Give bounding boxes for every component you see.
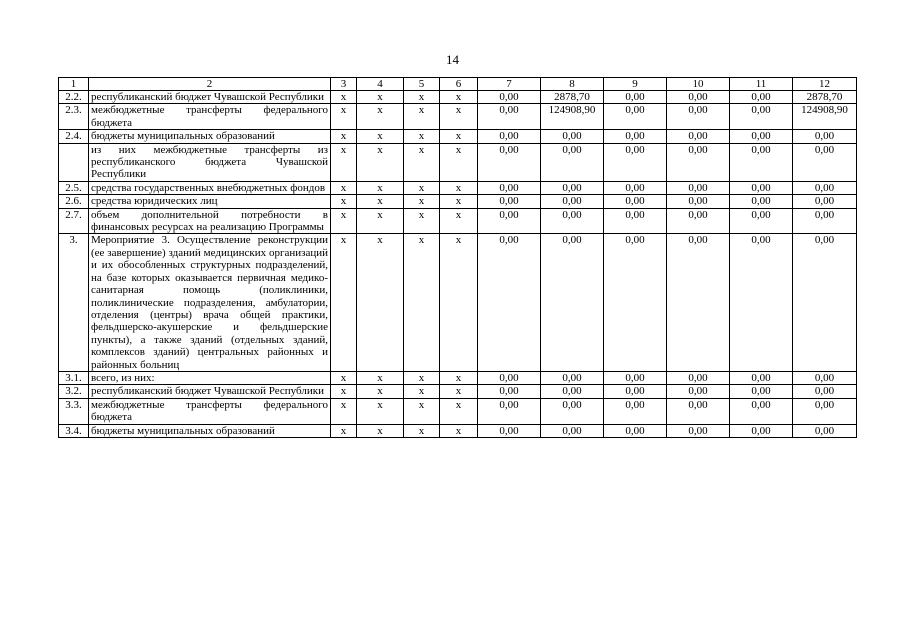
- value-cell: 124908,90: [541, 104, 604, 130]
- row-number-cell: [59, 143, 89, 181]
- column-header: 7: [478, 78, 541, 91]
- x-mark-cell: x: [331, 371, 357, 384]
- x-mark-cell: x: [440, 371, 478, 384]
- row-number-cell: 3.4.: [59, 424, 89, 437]
- table-row: [59, 104, 857, 130]
- value-cell: 0,00: [667, 143, 730, 181]
- x-mark-cell: x: [357, 208, 404, 234]
- x-mark-cell: x: [331, 181, 357, 194]
- row-name-cell: из них межбюджетные трансферты из республиканского бюджета Чувашской Республики: [89, 143, 331, 181]
- value-cell: 0,00: [667, 104, 730, 130]
- x-mark-cell: x: [331, 104, 357, 130]
- value-cell: 0,00: [793, 234, 857, 371]
- column-header: 6: [440, 78, 478, 91]
- row-number-cell: 2.2.: [59, 91, 89, 104]
- x-mark-cell: x: [404, 385, 440, 398]
- row-name-cell: республиканский бюджет Чувашской Республики: [89, 385, 331, 398]
- row-number-cell: 3.3.: [59, 398, 89, 424]
- x-mark-cell: x: [404, 208, 440, 234]
- value-cell: 2878,70: [541, 91, 604, 104]
- table-row: [59, 385, 857, 398]
- table-row: [59, 208, 857, 234]
- x-mark-cell: x: [404, 130, 440, 143]
- value-cell: 0,00: [478, 91, 541, 104]
- value-cell: 0,00: [478, 424, 541, 437]
- value-cell: 0,00: [478, 208, 541, 234]
- x-mark-cell: x: [331, 91, 357, 104]
- value-cell: 0,00: [604, 424, 667, 437]
- row-name-cell: объем дополнительной потребности в финансовых ресурсах на реализацию Программы: [89, 208, 331, 234]
- value-cell: 0,00: [793, 143, 857, 181]
- row-number-cell: 2.4.: [59, 130, 89, 143]
- x-mark-cell: x: [357, 91, 404, 104]
- budget-table: [58, 77, 857, 438]
- value-cell: 0,00: [541, 181, 604, 194]
- value-cell: 0,00: [541, 424, 604, 437]
- value-cell: 0,00: [667, 130, 730, 143]
- value-cell: 0,00: [541, 143, 604, 181]
- value-cell: 0,00: [478, 143, 541, 181]
- value-cell: 0,00: [541, 130, 604, 143]
- x-mark-cell: x: [331, 195, 357, 208]
- value-cell: 0,00: [604, 143, 667, 181]
- row-number-cell: 2.6.: [59, 195, 89, 208]
- x-mark-cell: x: [440, 130, 478, 143]
- column-header: 4: [357, 78, 404, 91]
- x-mark-cell: x: [331, 385, 357, 398]
- value-cell: 0,00: [730, 371, 793, 384]
- x-mark-cell: x: [357, 104, 404, 130]
- value-cell: 0,00: [604, 195, 667, 208]
- x-mark-cell: x: [331, 208, 357, 234]
- value-cell: 0,00: [478, 181, 541, 194]
- x-mark-cell: x: [357, 398, 404, 424]
- value-cell: 0,00: [667, 208, 730, 234]
- table-row: [59, 91, 857, 104]
- row-name-cell: бюджеты муниципальных образований: [89, 130, 331, 143]
- row-name-cell: межбюджетные трансферты федерального бюджета: [89, 398, 331, 424]
- x-mark-cell: x: [404, 104, 440, 130]
- x-mark-cell: x: [331, 143, 357, 181]
- row-number-cell: 3.2.: [59, 385, 89, 398]
- value-cell: 0,00: [730, 130, 793, 143]
- value-cell: 0,00: [541, 398, 604, 424]
- x-mark-cell: x: [440, 104, 478, 130]
- x-mark-cell: x: [357, 181, 404, 194]
- value-cell: 0,00: [730, 195, 793, 208]
- row-number-cell: 3.: [59, 234, 89, 371]
- x-mark-cell: x: [331, 234, 357, 371]
- value-cell: 0,00: [478, 104, 541, 130]
- table-row: [59, 181, 857, 194]
- value-cell: 0,00: [604, 181, 667, 194]
- table-row: [59, 424, 857, 437]
- value-cell: 0,00: [667, 195, 730, 208]
- value-cell: 0,00: [730, 385, 793, 398]
- x-mark-cell: x: [404, 195, 440, 208]
- row-number-cell: 2.5.: [59, 181, 89, 194]
- x-mark-cell: x: [357, 385, 404, 398]
- value-cell: 0,00: [730, 104, 793, 130]
- x-mark-cell: x: [404, 371, 440, 384]
- column-header: 1: [59, 78, 89, 91]
- row-name-cell: республиканский бюджет Чувашской Республики: [89, 91, 331, 104]
- value-cell: 0,00: [604, 385, 667, 398]
- row-number-cell: 2.7.: [59, 208, 89, 234]
- column-header: 9: [604, 78, 667, 91]
- column-header: 5: [404, 78, 440, 91]
- value-cell: 0,00: [604, 234, 667, 371]
- value-cell: 0,00: [667, 424, 730, 437]
- row-name-cell: средства государственных внебюджетных фондов: [89, 181, 331, 194]
- value-cell: 0,00: [793, 424, 857, 437]
- x-mark-cell: x: [440, 195, 478, 208]
- x-mark-cell: x: [357, 371, 404, 384]
- value-cell: 0,00: [667, 91, 730, 104]
- row-name-cell: всего, из них:: [89, 371, 331, 384]
- x-mark-cell: x: [440, 385, 478, 398]
- x-mark-cell: x: [440, 424, 478, 437]
- value-cell: 0,00: [793, 385, 857, 398]
- value-cell: 0,00: [667, 371, 730, 384]
- value-cell: 0,00: [604, 398, 667, 424]
- x-mark-cell: x: [357, 234, 404, 371]
- x-mark-cell: x: [357, 195, 404, 208]
- value-cell: 0,00: [478, 371, 541, 384]
- value-cell: 0,00: [541, 234, 604, 371]
- value-cell: 0,00: [604, 104, 667, 130]
- value-cell: 0,00: [667, 234, 730, 371]
- row-name-cell: бюджеты муниципальных образований: [89, 424, 331, 437]
- value-cell: 0,00: [667, 385, 730, 398]
- value-cell: 0,00: [478, 195, 541, 208]
- value-cell: 0,00: [730, 181, 793, 194]
- column-number-row: [59, 78, 857, 91]
- x-mark-cell: x: [331, 424, 357, 437]
- page-number: 14: [446, 52, 459, 67]
- value-cell: 0,00: [604, 208, 667, 234]
- x-mark-cell: x: [404, 143, 440, 181]
- value-cell: 2878,70: [793, 91, 857, 104]
- table-row: [59, 143, 857, 181]
- x-mark-cell: x: [331, 398, 357, 424]
- column-header: 2: [89, 78, 331, 91]
- x-mark-cell: x: [357, 424, 404, 437]
- column-header: 12: [793, 78, 857, 91]
- value-cell: 0,00: [541, 371, 604, 384]
- value-cell: 0,00: [730, 424, 793, 437]
- column-header: 11: [730, 78, 793, 91]
- column-header: 10: [667, 78, 730, 91]
- x-mark-cell: x: [404, 91, 440, 104]
- value-cell: 0,00: [478, 385, 541, 398]
- table-row: [59, 130, 857, 143]
- table-row: [59, 195, 857, 208]
- value-cell: 0,00: [541, 208, 604, 234]
- column-header: 8: [541, 78, 604, 91]
- value-cell: 0,00: [793, 195, 857, 208]
- value-cell: 0,00: [478, 130, 541, 143]
- value-cell: 0,00: [604, 130, 667, 143]
- value-cell: 0,00: [541, 195, 604, 208]
- value-cell: 0,00: [730, 91, 793, 104]
- value-cell: 0,00: [793, 208, 857, 234]
- x-mark-cell: x: [440, 398, 478, 424]
- x-mark-cell: x: [440, 208, 478, 234]
- value-cell: 0,00: [730, 398, 793, 424]
- value-cell: 0,00: [793, 181, 857, 194]
- row-name-cell: Мероприятие 3. Осуществление реконструкции (ее завершение) зданий медицинских организаций и их обособленных структурных подразделений, на базе которых оказывается первичная медико-санитарная помощь (поликлиники, поликлинические подразделения, амбулатории, отделения (центры) врача общей практики, фельдшерско-акушерские и фельдшерские пункты), а также зданий (отдельных зданий, комплексов зданий) центральных районных и районных больниц: [89, 234, 331, 371]
- row-name-cell: межбюджетные трансферты федерального бюджета: [89, 104, 331, 130]
- table-row: [59, 371, 857, 384]
- value-cell: 0,00: [793, 398, 857, 424]
- value-cell: 0,00: [667, 398, 730, 424]
- x-mark-cell: x: [357, 130, 404, 143]
- value-cell: 0,00: [730, 208, 793, 234]
- x-mark-cell: x: [404, 424, 440, 437]
- row-number-cell: 3.1.: [59, 371, 89, 384]
- x-mark-cell: x: [404, 398, 440, 424]
- table-row: [59, 234, 857, 371]
- value-cell: 0,00: [604, 91, 667, 104]
- x-mark-cell: x: [440, 91, 478, 104]
- x-mark-cell: x: [404, 234, 440, 371]
- row-number-cell: 2.3.: [59, 104, 89, 130]
- x-mark-cell: x: [357, 143, 404, 181]
- value-cell: 0,00: [730, 234, 793, 371]
- table-body: [59, 78, 857, 438]
- value-cell: 0,00: [667, 181, 730, 194]
- column-header: 3: [331, 78, 357, 91]
- value-cell: 0,00: [604, 371, 667, 384]
- row-name-cell: средства юридических лиц: [89, 195, 331, 208]
- value-cell: 0,00: [730, 143, 793, 181]
- value-cell: 0,00: [478, 234, 541, 371]
- value-cell: 0,00: [793, 130, 857, 143]
- value-cell: 0,00: [541, 385, 604, 398]
- x-mark-cell: x: [331, 130, 357, 143]
- x-mark-cell: x: [440, 234, 478, 371]
- value-cell: 0,00: [478, 398, 541, 424]
- x-mark-cell: x: [440, 143, 478, 181]
- value-cell: 0,00: [793, 371, 857, 384]
- x-mark-cell: x: [440, 181, 478, 194]
- x-mark-cell: x: [404, 181, 440, 194]
- table-row: [59, 398, 857, 424]
- value-cell: 124908,90: [793, 104, 857, 130]
